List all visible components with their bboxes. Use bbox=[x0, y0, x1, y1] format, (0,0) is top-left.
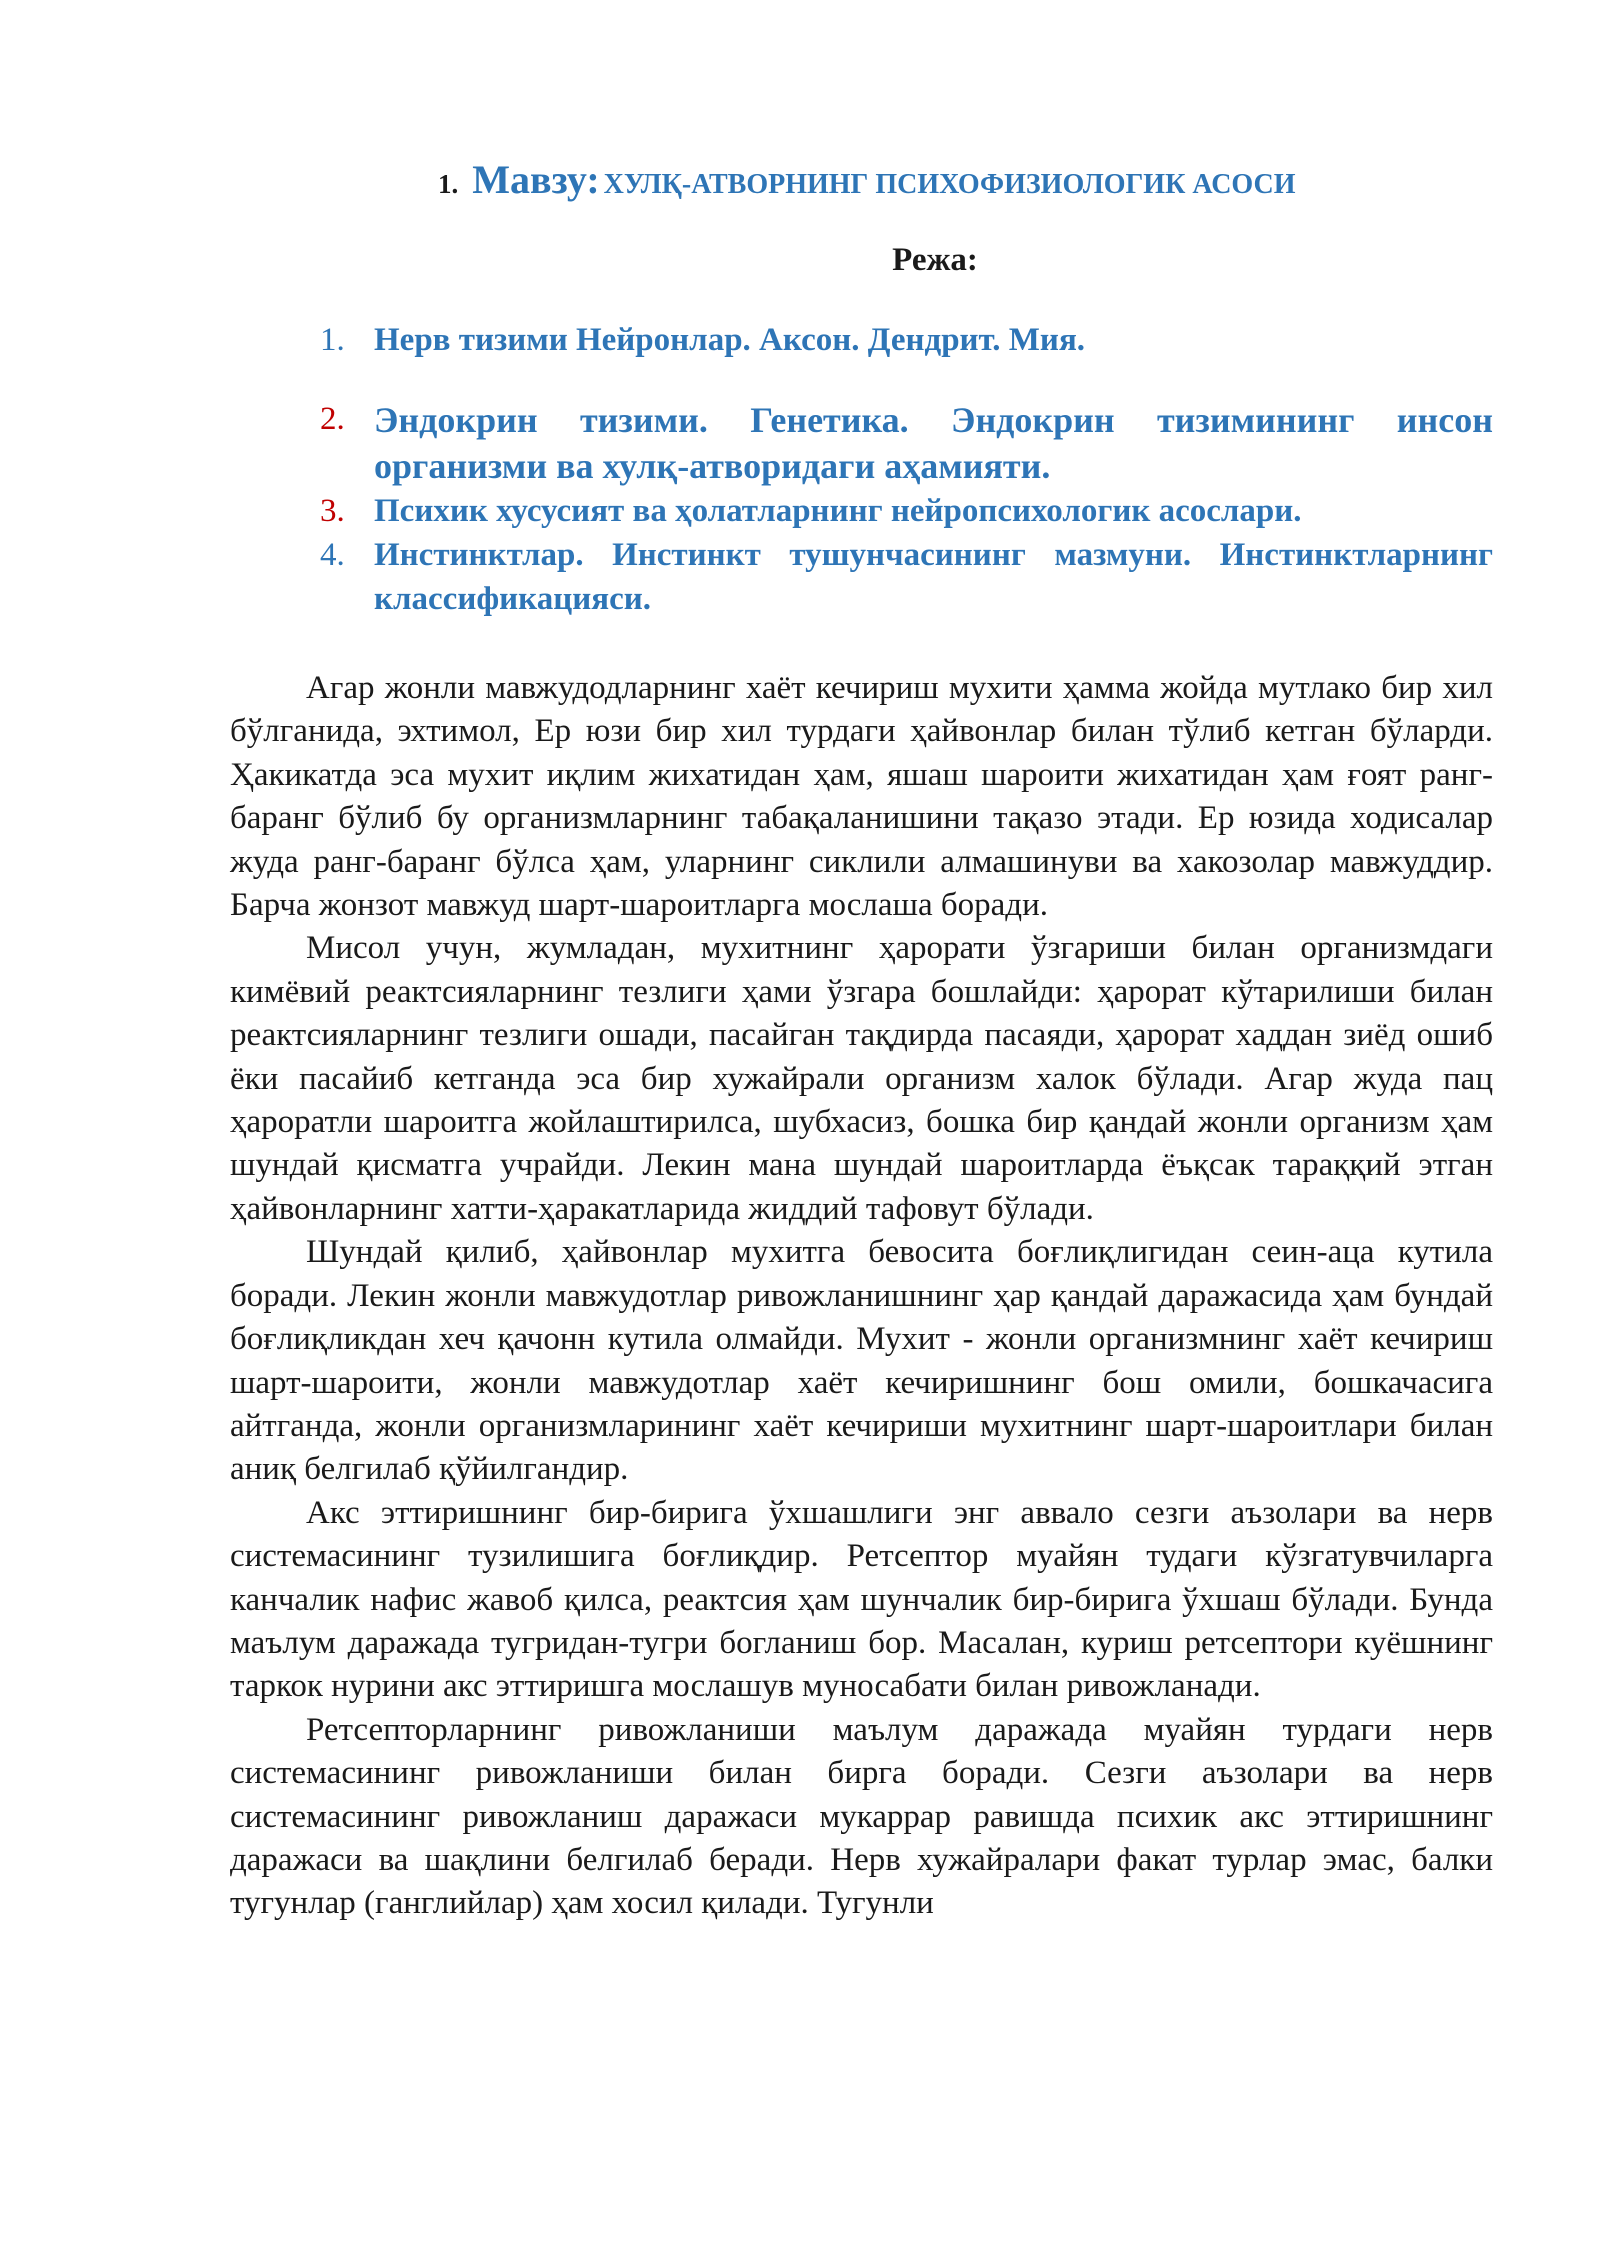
plan-list bbox=[320, 318, 1493, 621]
plan-item-number: 4. bbox=[320, 537, 345, 573]
paragraph: Мисол учун, жумладан, мухитнинг ҳарорати ўзгариши билан организмдаги кимёвий реактсияларнинг тезлиги ҳами ўзгара бошлайди: ҳарорат кўтарилиши билан реактсияларнинг тезлиги ошади, пасайган тақдирда пасаяди, ҳарорат хаддан зиёд ошиб ёки пасайиб кетганда эса бир хужайрали организм халок бўлади. Агар жуда пац ҳароратли шароитга жойлаштирилса, шубхасиз, бошка бир қандай жонли организм ҳам шундай қисматга учрайди. Лекин мана шундай шароитларда ёъқсак тараққий этган ҳайвонларнинг хатти-ҳаракатларида жиддий тафовут бўлади. bbox=[230, 930, 1493, 1227]
plan-item-number: 3. bbox=[320, 493, 345, 529]
plan-item-number: 1. bbox=[320, 322, 345, 358]
paragraph: Агар жонли мавжудодларнинг хаёт кечириш мухити ҳамма жойда мутлако бир хил бўлганида, эхтимол, Ер юзи бир хил турдаги ҳайвонлар билан тўлиб кетган бўларди. Ҳакикатда эса мухит иқлим жихатидан ҳам, яшаш шароити жихатидан ҳам ғоят ранг-баранг бўлиб бу организмларнинг табақаланишини тақазо этади. Ер юзида ходисалар жуда ранг-баранг бўлса ҳам, уларнинг сиклили алмашинуви ва хакозолар мавжуддир. Барча жонзот мавжуд шарт-шароитларга мослаша боради. bbox=[230, 670, 1493, 924]
title-text: ХУЛҚ-АТВОРНИНГ ПСИХОФИЗИОЛОГИК АСОСИ bbox=[603, 169, 1296, 200]
title-number: 1. bbox=[438, 169, 459, 199]
plan-item-text: Инстинктлар. Инстинкт тушунчасининг мазмуни. Инстинктларнинг классификацияси. bbox=[374, 537, 1493, 617]
plan-item-text: Нерв тизими Нейронлар. Аксон. Дендрит. Мия. bbox=[374, 322, 1086, 358]
plan-item-number: 2. bbox=[320, 401, 345, 437]
paragraph: Ретсепторларнинг ривожланиши маълум даражада муайян турдаги нерв системасининг ривожланиши билан бирга боради. Сезги аъзолари ва нерв системасининг ривожланиш даражаси мукаррар равишда психик акс эттиришнинг даражаси ва шақлини белгилаб беради. Нерв хужайралари факат турлар эмас, балки тугунлар (ганглийлар) ҳам хосил қилади. Тугунли bbox=[230, 1711, 1493, 1922]
title-label: Мавзу: bbox=[472, 157, 600, 202]
plan-item-text: Психик хусусият ва ҳолатларнинг нейропсихологик асослари. bbox=[374, 493, 1302, 529]
document-title bbox=[438, 156, 1538, 203]
paragraph: Акс эттиришнинг бир-бирига ўхшашлиги энг аввало сезги аъзолари ва нерв системасининг тузилишига боғлиқдир. Ретсептор муайян тудаги кўзгатувчиларга канчалик нафис жавоб қилса, реактсия ҳам шунчалик бир-бирига ўхшаш бўлади. Бунда маълум даражада тугридан-тугри богланиш бор. Масалан, куриш ретсептори куёшнинг таркок нурини акс эттиришга мослашув муносабати билан ривожланади. bbox=[230, 1494, 1493, 1705]
paragraph: Шундай қилиб, ҳайвонлар мухитга бевосита боғлиқлигидан сеин-аца кутила боради. Лекин жонли мавжудотлар ривожланишнинг ҳар қандай даражасида ҳам бундай боғлиқликдан хеч қачонн кутила олмайди. Мухит - жонли организмнинг хаёт кечириш шарт-шароити, жонли мавжудотлар хаёт кечиришнинг бош омили, бошкачасига айтганда, жонли организмларининг хаёт кечириши мухитнинг шарт-шароитлари билан аниқ белгилаб қўйилгандир. bbox=[230, 1234, 1493, 1488]
body-text bbox=[230, 667, 1493, 1926]
plan-heading: Режа: bbox=[892, 242, 978, 278]
plan-item bbox=[320, 489, 1493, 533]
plan-item-text: Эндокрин тизими. Генетика. Эндокрин тизимининг инсон организми ва хулқ-атворидаги аҳамияти. bbox=[374, 400, 1493, 486]
plan-item bbox=[320, 397, 1493, 489]
plan-item bbox=[320, 533, 1493, 621]
plan-item bbox=[320, 318, 1493, 362]
